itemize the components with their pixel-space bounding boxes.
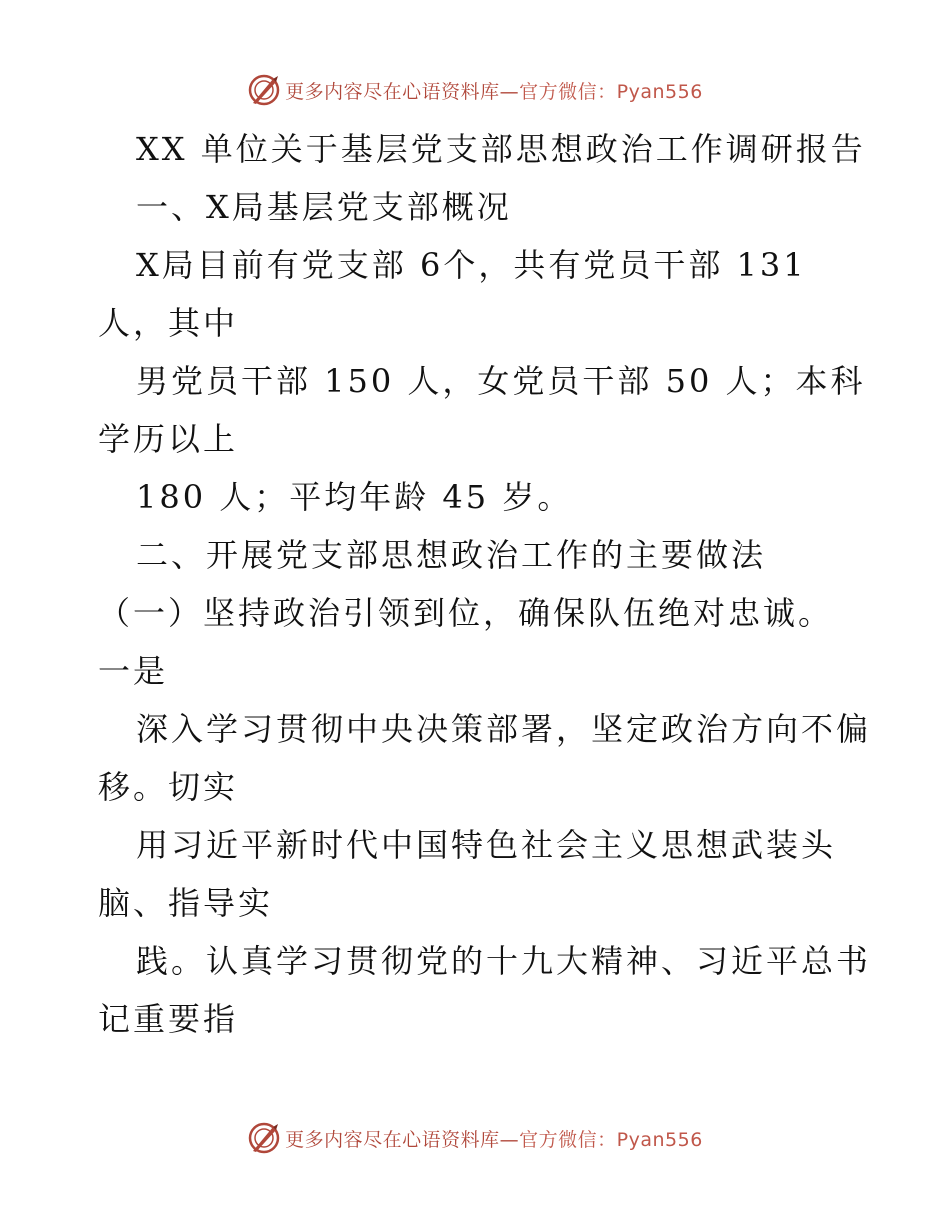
footer-brand: 更多内容尽在心语资料库 [285,1128,500,1151]
paragraph-line: 180 人；平均年龄 45 岁。 [136,478,573,516]
subsection-heading: （一）坚持政治引领到位，确保队伍绝对忠诚。 [98,594,834,632]
footer-separator: — [499,1128,520,1151]
paragraph-line: 移。切实 [98,768,239,806]
paragraph-line: 学历以上 [98,420,239,458]
paragraph-line: 人，其中 [98,304,239,342]
section-heading-2: 二、开展党支部思想政治工作的主要做法 [136,536,767,574]
paragraph-line: 一是 [98,652,169,690]
header-separator: — [499,80,520,103]
header-contact: 官方微信：Pyan556 [519,80,703,103]
paragraph-line: 记重要指 [98,1000,239,1038]
paragraph-line: X局目前有党支部 6个，共有党员干部 131 [136,246,807,284]
header-banner [0,70,950,110]
paragraph-line: 男党员干部 150 人，女党员干部 50 人；本科 [136,362,866,400]
footer-banner-text [285,1125,703,1152]
quill-seal-icon [247,73,281,107]
section-heading-1: 一、X局基层党支部概况 [136,188,512,226]
paragraph-line: 脑、指导实 [98,884,274,922]
paragraph-line: 深入学习贯彻中央决策部署，坚定政治方向不偏 [136,710,872,748]
document-body [98,120,872,1048]
quill-seal-icon [247,1121,281,1155]
header-banner-text [285,77,703,104]
document-title: XX 单位关于基层党支部思想政治工作调研报告 [136,130,866,168]
footer-contact: 官方微信：Pyan556 [519,1128,703,1151]
paragraph-line: 践。认真学习贯彻党的十九大精神、习近平总书 [136,942,872,980]
header-brand: 更多内容尽在心语资料库 [285,80,500,103]
footer-banner [0,1118,950,1158]
paragraph-line: 用习近平新时代中国特色社会主义思想武装头 [136,826,837,864]
